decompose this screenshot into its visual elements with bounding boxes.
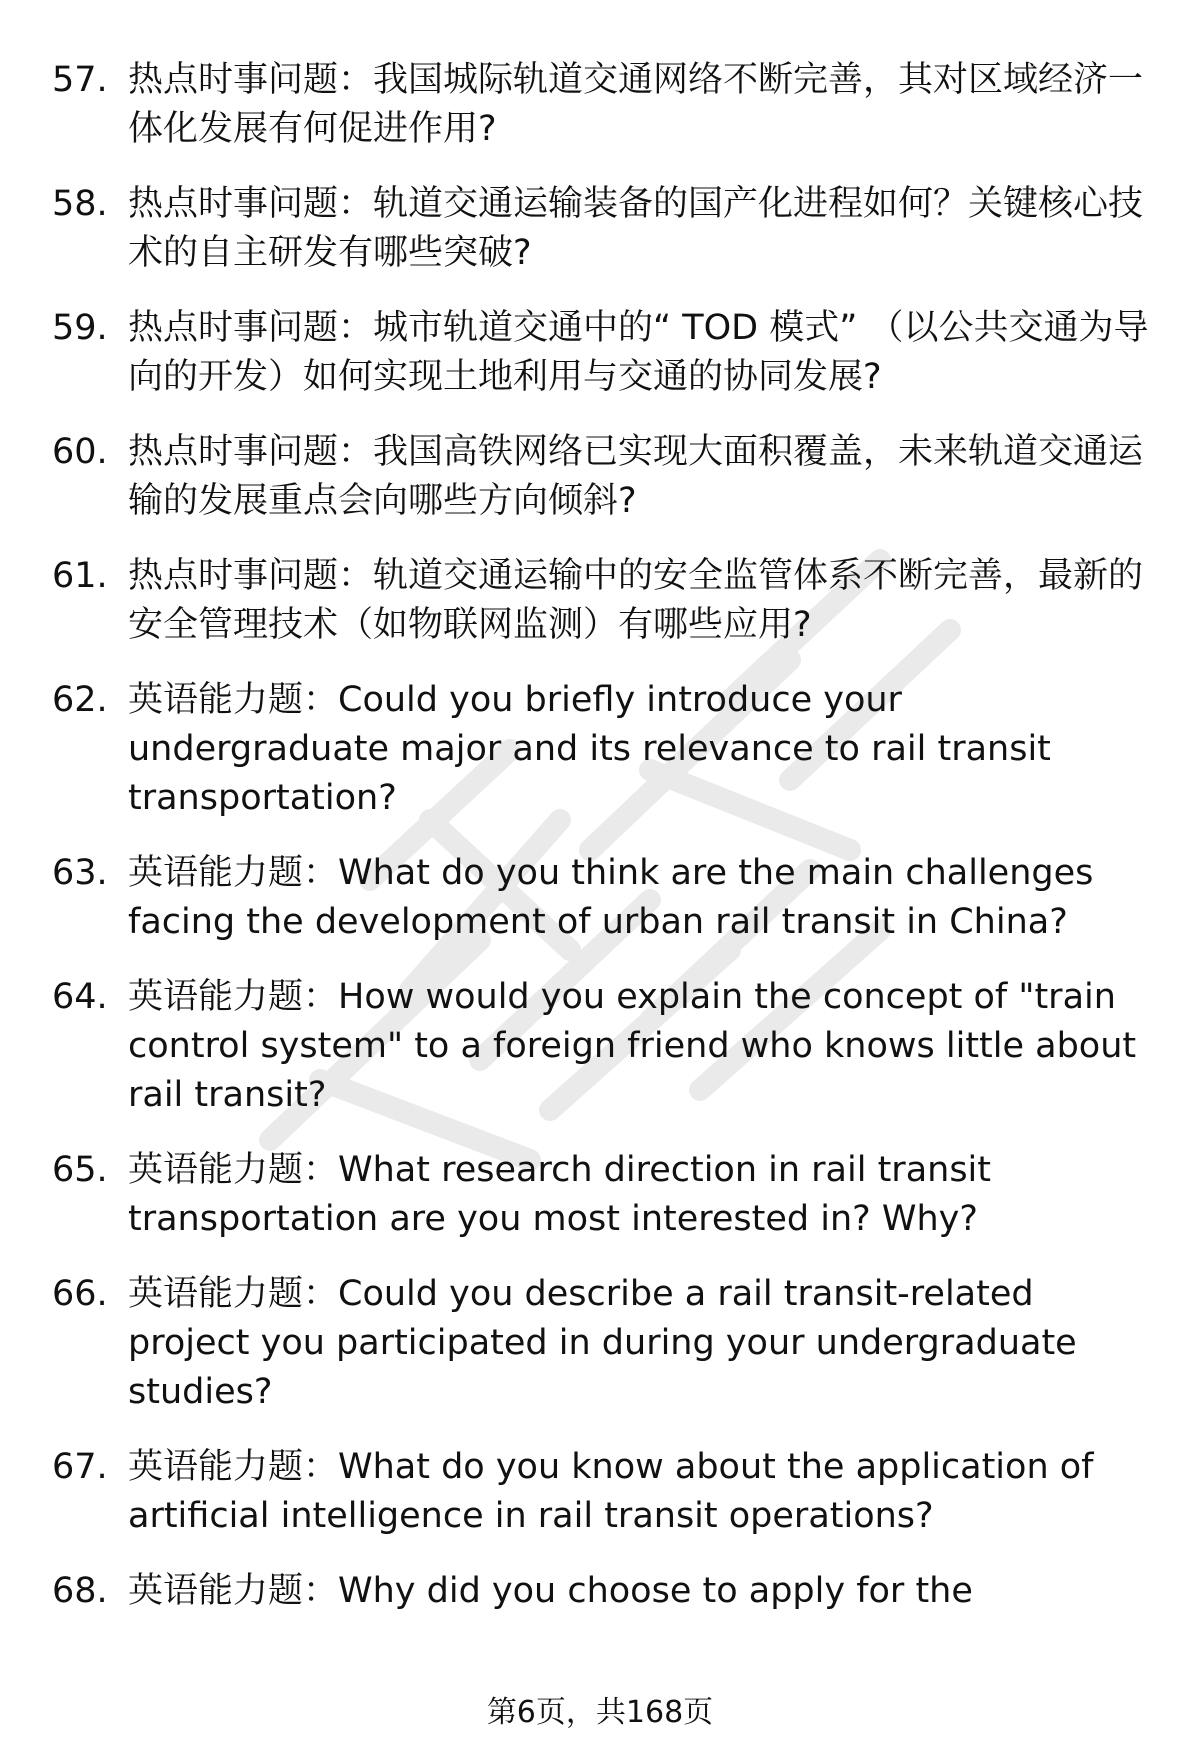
question-item xyxy=(52,56,1160,154)
question-number: 68. xyxy=(52,1571,108,1611)
question-text: 英语能力题：Could you briefly introduce your undergraduate major and its relevance to rail transit transportation? xyxy=(128,680,1051,818)
question-item xyxy=(52,1146,1160,1244)
question-item xyxy=(52,428,1160,526)
question-item xyxy=(52,1567,1160,1616)
question-number: 63. xyxy=(52,853,108,893)
question-text: 热点时事问题：轨道交通运输中的安全监管体系不断完善，最新的安全管理技术（如物联网监测）有哪些应用? xyxy=(128,556,1144,645)
question-text: 英语能力题：Why did you choose to apply for the xyxy=(128,1571,973,1611)
question-item xyxy=(52,1443,1160,1541)
question-item xyxy=(52,304,1160,402)
question-number: 59. xyxy=(52,308,108,348)
question-item xyxy=(52,1270,1160,1417)
question-number: 67. xyxy=(52,1447,108,1487)
question-list xyxy=(52,56,1160,1642)
question-number: 60. xyxy=(52,432,108,472)
question-number: 65. xyxy=(52,1150,108,1190)
question-text: 英语能力题：How would you explain the concept of "train control system" to a foreign friend who knows little about rail transit? xyxy=(128,977,1137,1115)
question-number: 62. xyxy=(52,680,108,720)
question-text: 英语能力题：Could you describe a rail transit-related project you participated in during your undergraduate studies? xyxy=(128,1274,1077,1412)
question-item xyxy=(52,676,1160,823)
question-text: 英语能力题：What research direction in rail transit transportation are you most interested in? Why? xyxy=(128,1150,992,1239)
question-text: 热点时事问题：我国城际轨道交通网络不断完善，其对区域经济一体化发展有何促进作用? xyxy=(128,60,1144,149)
question-item xyxy=(52,973,1160,1120)
question-number: 64. xyxy=(52,977,108,1017)
question-text: 英语能力题：What do you know about the application of artificial intelligence in rail transit operations? xyxy=(128,1447,1094,1536)
question-number: 58. xyxy=(52,184,108,224)
question-number: 57. xyxy=(52,60,108,100)
question-item xyxy=(52,552,1160,650)
question-text: 热点时事问题：轨道交通运输装备的国产化进程如何？关键核心技术的自主研发有哪些突破? xyxy=(128,184,1144,273)
question-text: 英语能力题：What do you think are the main challenges facing the development of urban rail transit in China? xyxy=(128,853,1094,942)
page-number: 第6页，共168页 xyxy=(486,1695,714,1730)
question-number: 61. xyxy=(52,556,108,596)
question-text: 热点时事问题：我国高铁网络已实现大面积覆盖，未来轨道交通运输的发展重点会向哪些方向倾斜? xyxy=(128,432,1144,521)
question-item xyxy=(52,849,1160,947)
question-item xyxy=(52,180,1160,278)
question-text: 热点时事问题：城市轨道交通中的“ TOD 模式” （以公共交通为导向的开发）如何实现土地利用与交通的协同发展? xyxy=(128,308,1149,397)
question-number: 66. xyxy=(52,1274,108,1314)
